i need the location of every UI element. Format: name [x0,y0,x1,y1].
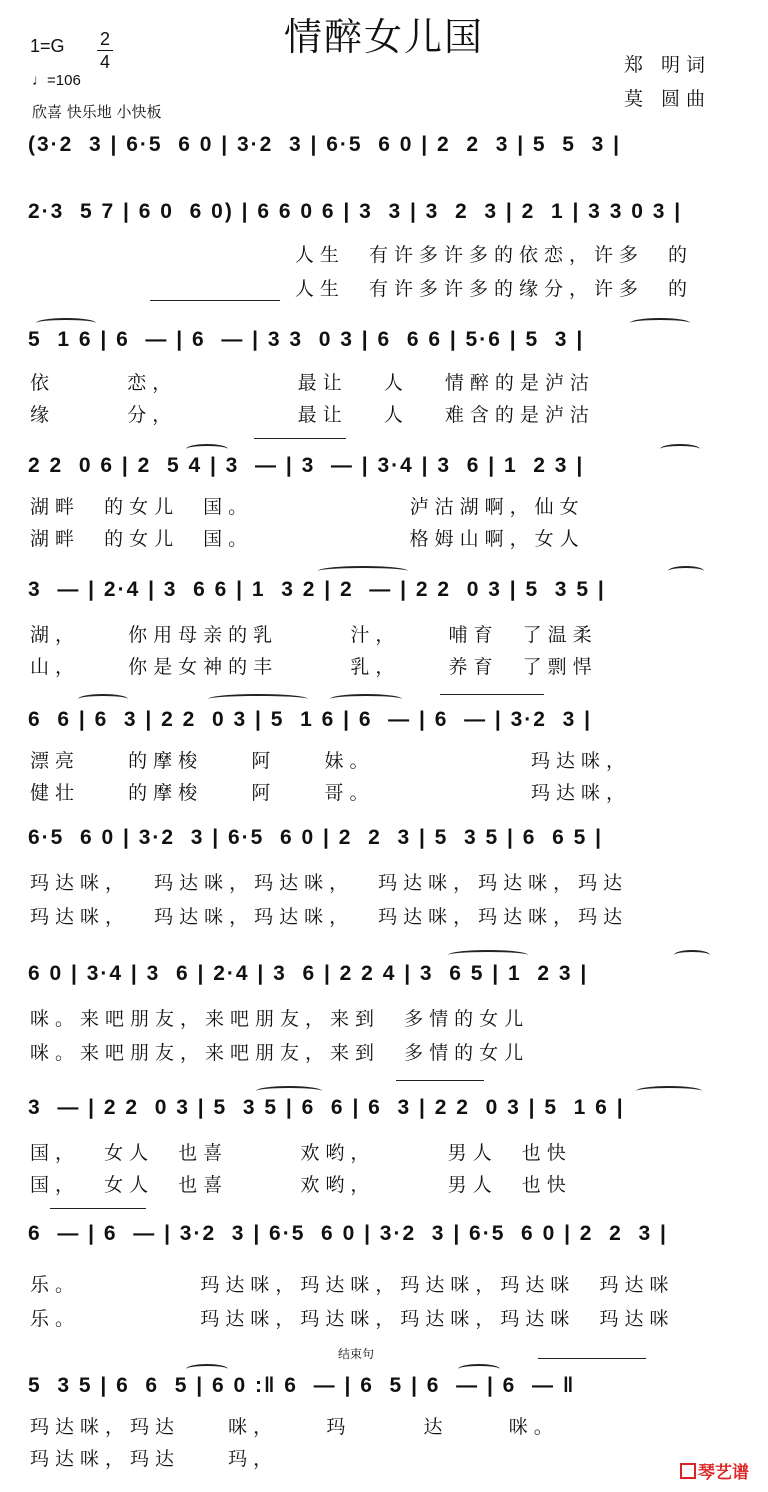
notation-line-8: 6 0 | 3·4 | 3 6 | 2·4 | 3 6 | 2 2 4 | 3 6 5 | 1 2 3 | [28,962,589,985]
lyrics-line-3-verse-2: 缘 分， 最让 人 难含的是泸沽 [30,404,595,426]
slur-mark [78,694,128,704]
lyrics-line-8-verse-1: 咪。来吧朋友，来吧朋友，来到 多情的女儿 [30,1008,530,1030]
tie-line [50,1208,146,1209]
notation-line-4: 2 2 0 6 | 2 5 4 | 3 — | 3 — | 3·4 | 3 6 | 1 2 3 | [28,454,585,477]
lyrics-line-7-verse-2: 玛达咪， 玛达咪，玛达咪， 玛达咪，玛达咪，玛达 [30,906,629,928]
key-signature: 1=G [30,36,65,56]
lyrics-line-4-verse-1: 湖畔 的女儿 国。 泸沽湖啊，仙女 [30,496,585,518]
notation-line-6: 6 6 | 6 3 | 2 2 0 3 | 5 1 6 | 6 — | 6 — | 3·2 3 | [28,708,593,731]
slur-mark [660,444,700,454]
slur-mark [256,1086,322,1096]
notation-line-11: 5 3 5 | 6 6 5 | 6 0 :‖ 6 — | 6 5 | 6 — | 6 — ‖ [28,1374,576,1397]
tempo-marking: ♩=106 [32,72,81,89]
slur-mark [186,444,228,454]
composer-credit: 莫 圆曲 [624,88,712,110]
lyrics-line-2-verse-1: 人生 有许多许多的依恋，许多 的 [30,244,694,266]
lyricist-credit: 郑 明词 [624,54,712,76]
notation-line-1: (3·2 3 | 6·5 6 0 | 3·2 3 | 6·5 6 0 | 2 2 3 | 5 5 3 | [28,133,622,156]
lyrics-line-10-verse-2: 乐。 玛达咪，玛达咪，玛达咪，玛达咪 玛达咪 [30,1308,675,1330]
lyrics-line-8-verse-2: 咪。来吧朋友，来吧朋友，来到 多情的女儿 [30,1042,530,1064]
slur-mark [630,318,690,328]
lyrics-line-11-verse-1: 玛达咪，玛达 咪， 玛 达 咪。 [30,1416,559,1438]
watermark-logo [680,1458,749,1483]
notation-line-2: 2·3 5 7 | 6 0 6 0) | 6 6 0 6 | 3 3 | 3 2 3 | 2 1 | 3 3 0 3 | [28,200,683,223]
notation-line-9: 3 — | 2 2 0 3 | 5 3 5 | 6 6 | 6 3 | 2 2 0 3 | 5 1 6 | [28,1096,625,1119]
slur-mark [636,1086,702,1096]
notation-line-3: 5 1 6 | 6 — | 6 — | 3 3 0 3 | 6 6 6 | 5·6 | 5 3 | [28,328,585,351]
slur-mark [674,950,710,960]
slur-mark [36,318,96,328]
slur-mark [186,1364,228,1374]
time-signature [96,28,114,73]
expression-marking: 欣喜 快乐地 小快板 [32,103,162,121]
tie-line [254,438,346,439]
tie-line [440,694,544,695]
slur-mark [208,694,308,704]
tie-line [150,300,280,301]
lyrics-line-3-verse-1: 依 恋， 最让 人 情醉的是泸沽 [30,372,595,394]
notation-line-7: 6·5 6 0 | 3·2 3 | 6·5 6 0 | 2 2 3 | 5 3 5 | 6 6 5 | [28,826,604,849]
notation-line-10: 6 — | 6 — | 3·2 3 | 6·5 6 0 | 3·2 3 | 6·5 6 0 | 2 2 3 | [28,1222,668,1245]
ending-label: 结束句 [338,1347,375,1361]
page-title: 情醉女儿国 [283,15,484,59]
watermark-text: 琴艺谱 [698,1463,749,1483]
slur-mark [330,694,402,704]
lyrics-line-4-verse-2: 湖畔 的女儿 国。 格姆山啊，女人 [30,528,585,550]
notation-line-5: 3 — | 2·4 | 3 6 6 | 1 3 2 | 2 — | 2 2 0 3 | 5 3 5 | [28,578,606,601]
tie-line [538,1358,646,1359]
tie-line [396,1080,484,1081]
time-signature-bottom: 4 [99,52,110,72]
lyrics-line-11-verse-2: 玛达咪，玛达 玛， [30,1448,279,1470]
lyrics-line-2-verse-2: 人生 有许多许多的缘分，许多 的 [30,278,694,300]
lyrics-line-9-verse-2: 国， 女人 也喜 欢哟， 男人 也快 [30,1174,572,1196]
slur-mark [318,566,408,576]
slur-mark [458,1364,500,1374]
time-signature-top: 2 [99,29,110,49]
lyrics-line-5-verse-2: 山， 你是女神的丰 乳， 养育 了剽悍 [30,656,598,678]
slur-mark [448,950,528,960]
lyrics-line-5-verse-1: 湖， 你用母亲的乳 汁， 哺育 了温柔 [30,624,598,646]
lyrics-line-7-verse-1: 玛达咪， 玛达咪，玛达咪， 玛达咪，玛达咪，玛达 [30,872,629,894]
lyrics-line-10-verse-1: 乐。 玛达咪，玛达咪，玛达咪，玛达咪 玛达咪 [30,1274,675,1296]
lyrics-line-6-verse-2: 健壮 的摩梭 阿 哥。 玛达咪， [30,782,631,804]
logo-icon [680,1463,696,1479]
lyrics-line-9-verse-1: 国， 女人 也喜 欢哟， 男人 也快 [30,1142,572,1164]
slur-mark [668,566,704,576]
lyrics-line-6-verse-1: 漂亮 的摩梭 阿 妹。 玛达咪， [30,750,631,772]
